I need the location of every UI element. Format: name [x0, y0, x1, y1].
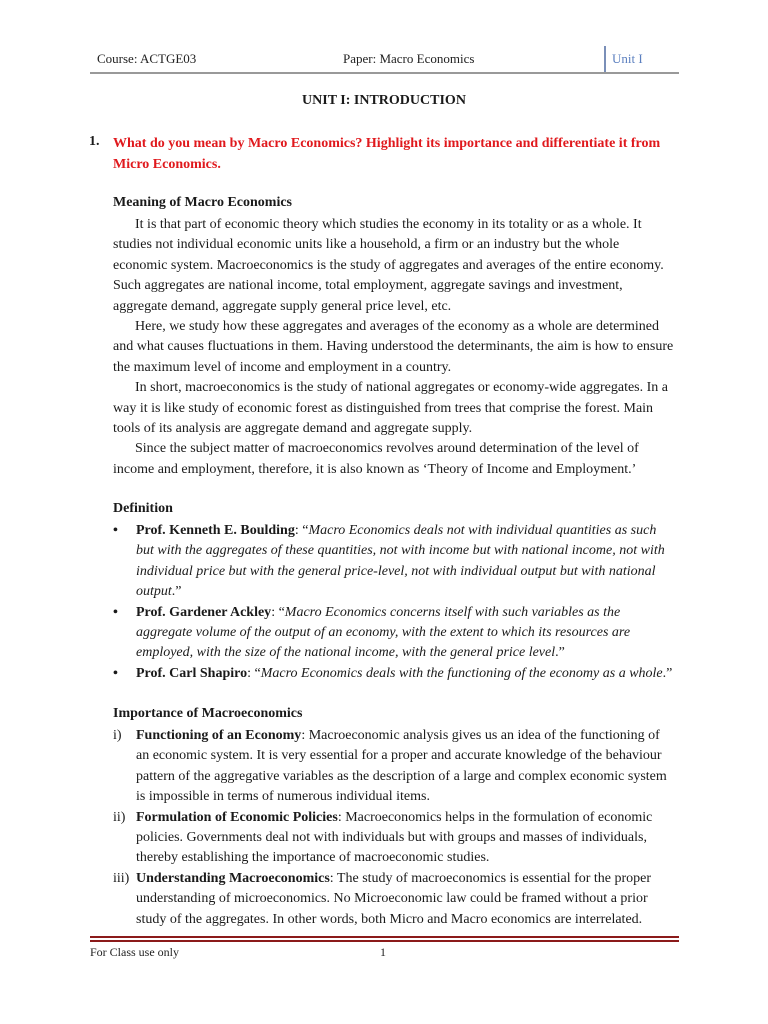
importance-item: [113, 808, 675, 869]
definition-item: [113, 603, 675, 664]
meaning-paragraph: In short, macroeconomics is the study of national aggregates or economy-wide aggregates. In a way it is like study of economic forest as distinguished from trees that comprise the forest. Main tools of its analysis are aggregate demand and aggregate supply.: [113, 380, 668, 437]
importance-text: : The study of macroeconomics is essential for the proper understanding of microeconomics. No Microeconomic law could be framed without a prior study of the aggregates. In other words, both Micro and Macro economics are interrelated.: [136, 870, 652, 927]
definition-list: [113, 521, 675, 684]
importance-heading: Importance of Macroeconomics: [113, 706, 303, 721]
definition-separator: : “: [247, 665, 261, 681]
footer-rule-bottom: [90, 940, 679, 942]
header-rule: [90, 72, 679, 74]
importance-title: Functioning of an Economy: [136, 728, 302, 743]
meaning-paragraph: Since the subject matter of macroeconomics revolves around determination of the level of income and employment, therefore, it is also known as ‘Theory of Income and Employment.’: [113, 441, 639, 477]
definition-quote: Macro Economics deals not with individual quantities as such but with the aggregates of these quantities, not with income but with national income, not with individual price but with the general price-level, not with individual output but with national output: [136, 523, 665, 600]
importance-title: Understanding Macroeconomics: [136, 870, 330, 886]
definition-author: Prof. Gardener Ackley: [136, 604, 272, 620]
definition-separator: : “: [271, 604, 285, 620]
importance-number: ii): [113, 809, 126, 825]
importance-number: i): [113, 728, 122, 743]
bullet-icon: •: [113, 523, 118, 538]
question-text: What do you mean by Macro Economics? Highlight its importance and differentiate it from Micro Economics.: [113, 136, 661, 172]
definition-separator: : “: [294, 523, 309, 538]
importance-number: iii): [113, 870, 130, 886]
importance-list: [113, 726, 675, 930]
footer-rule-top: [90, 936, 679, 938]
page-title: UNIT I: INTRODUCTION: [302, 93, 466, 108]
definition-author: Prof. Carl Shapiro: [136, 665, 248, 681]
meaning-paragraph: It is that part of economic theory which studies the economy in its totality or as a whole. It studies not individual economic units like a household, a firm or an industry but the whole economic system. Macroeconomics is the study of aggregates and averages of the entire economy. Such aggregates are national income, total employment, aggregate savings and investment, aggregate demand, aggregate supply general price level, etc.: [113, 217, 664, 314]
meaning-paragraph: Here, we study how these aggregates and averages of the economy as a whole are determined and what causes fluctuations in them. Having understood the determinants, the aim is how to ensure the maximum level of income and employment in a country.: [113, 319, 674, 375]
definition-author: Prof. Kenneth E. Boulding: [136, 523, 295, 538]
importance-text: : Macroeconomics helps in the formulation of economic policies. Governments deal not with individuals but with groups and masses of individuals, thereby establishing the importance of macroeconomic studies.: [136, 809, 653, 866]
unit-label: Unit I: [612, 51, 643, 66]
bullet-icon: •: [113, 665, 118, 681]
definition-quote: Macro Economics deals with the functioning of the economy as a whole: [260, 665, 663, 681]
meaning-section: [113, 215, 675, 480]
definition-end: .”: [171, 584, 182, 600]
definition-quote: Macro Economics concerns itself with such variables as the aggregate volume of the output of an economy, with the extent to which its resources are employed, with the size of the national income, with the general price level: [136, 604, 631, 661]
question-number: 1.: [89, 134, 100, 149]
definition-end: .”: [555, 645, 565, 661]
paper-label: Paper: Macro Economics: [343, 51, 475, 66]
importance-title: Formulation of Economic Policies: [136, 809, 338, 825]
course-label: Course: ACTGE03: [97, 51, 197, 66]
bullet-icon: •: [113, 604, 118, 620]
header-divider: [604, 46, 606, 72]
meaning-heading: Meaning of Macro Economics: [113, 195, 292, 210]
definition-item: [113, 521, 675, 603]
definition-item: [113, 664, 675, 684]
page-number: 1: [380, 945, 386, 959]
definition-end: .”: [662, 665, 673, 681]
definition-heading: Definition: [113, 501, 173, 516]
importance-item: [113, 726, 675, 808]
footer-note: For Class use only: [90, 945, 180, 959]
importance-text: : Macroeconomic analysis gives us an idea of the functioning of an economic system. It is very essential for a proper and accurate knowledge of the behaviour pattern of the aggregative variables as the description of a large and complex economic system is impossible in terms of numerous individual items.: [136, 728, 667, 805]
importance-item: [113, 869, 675, 930]
